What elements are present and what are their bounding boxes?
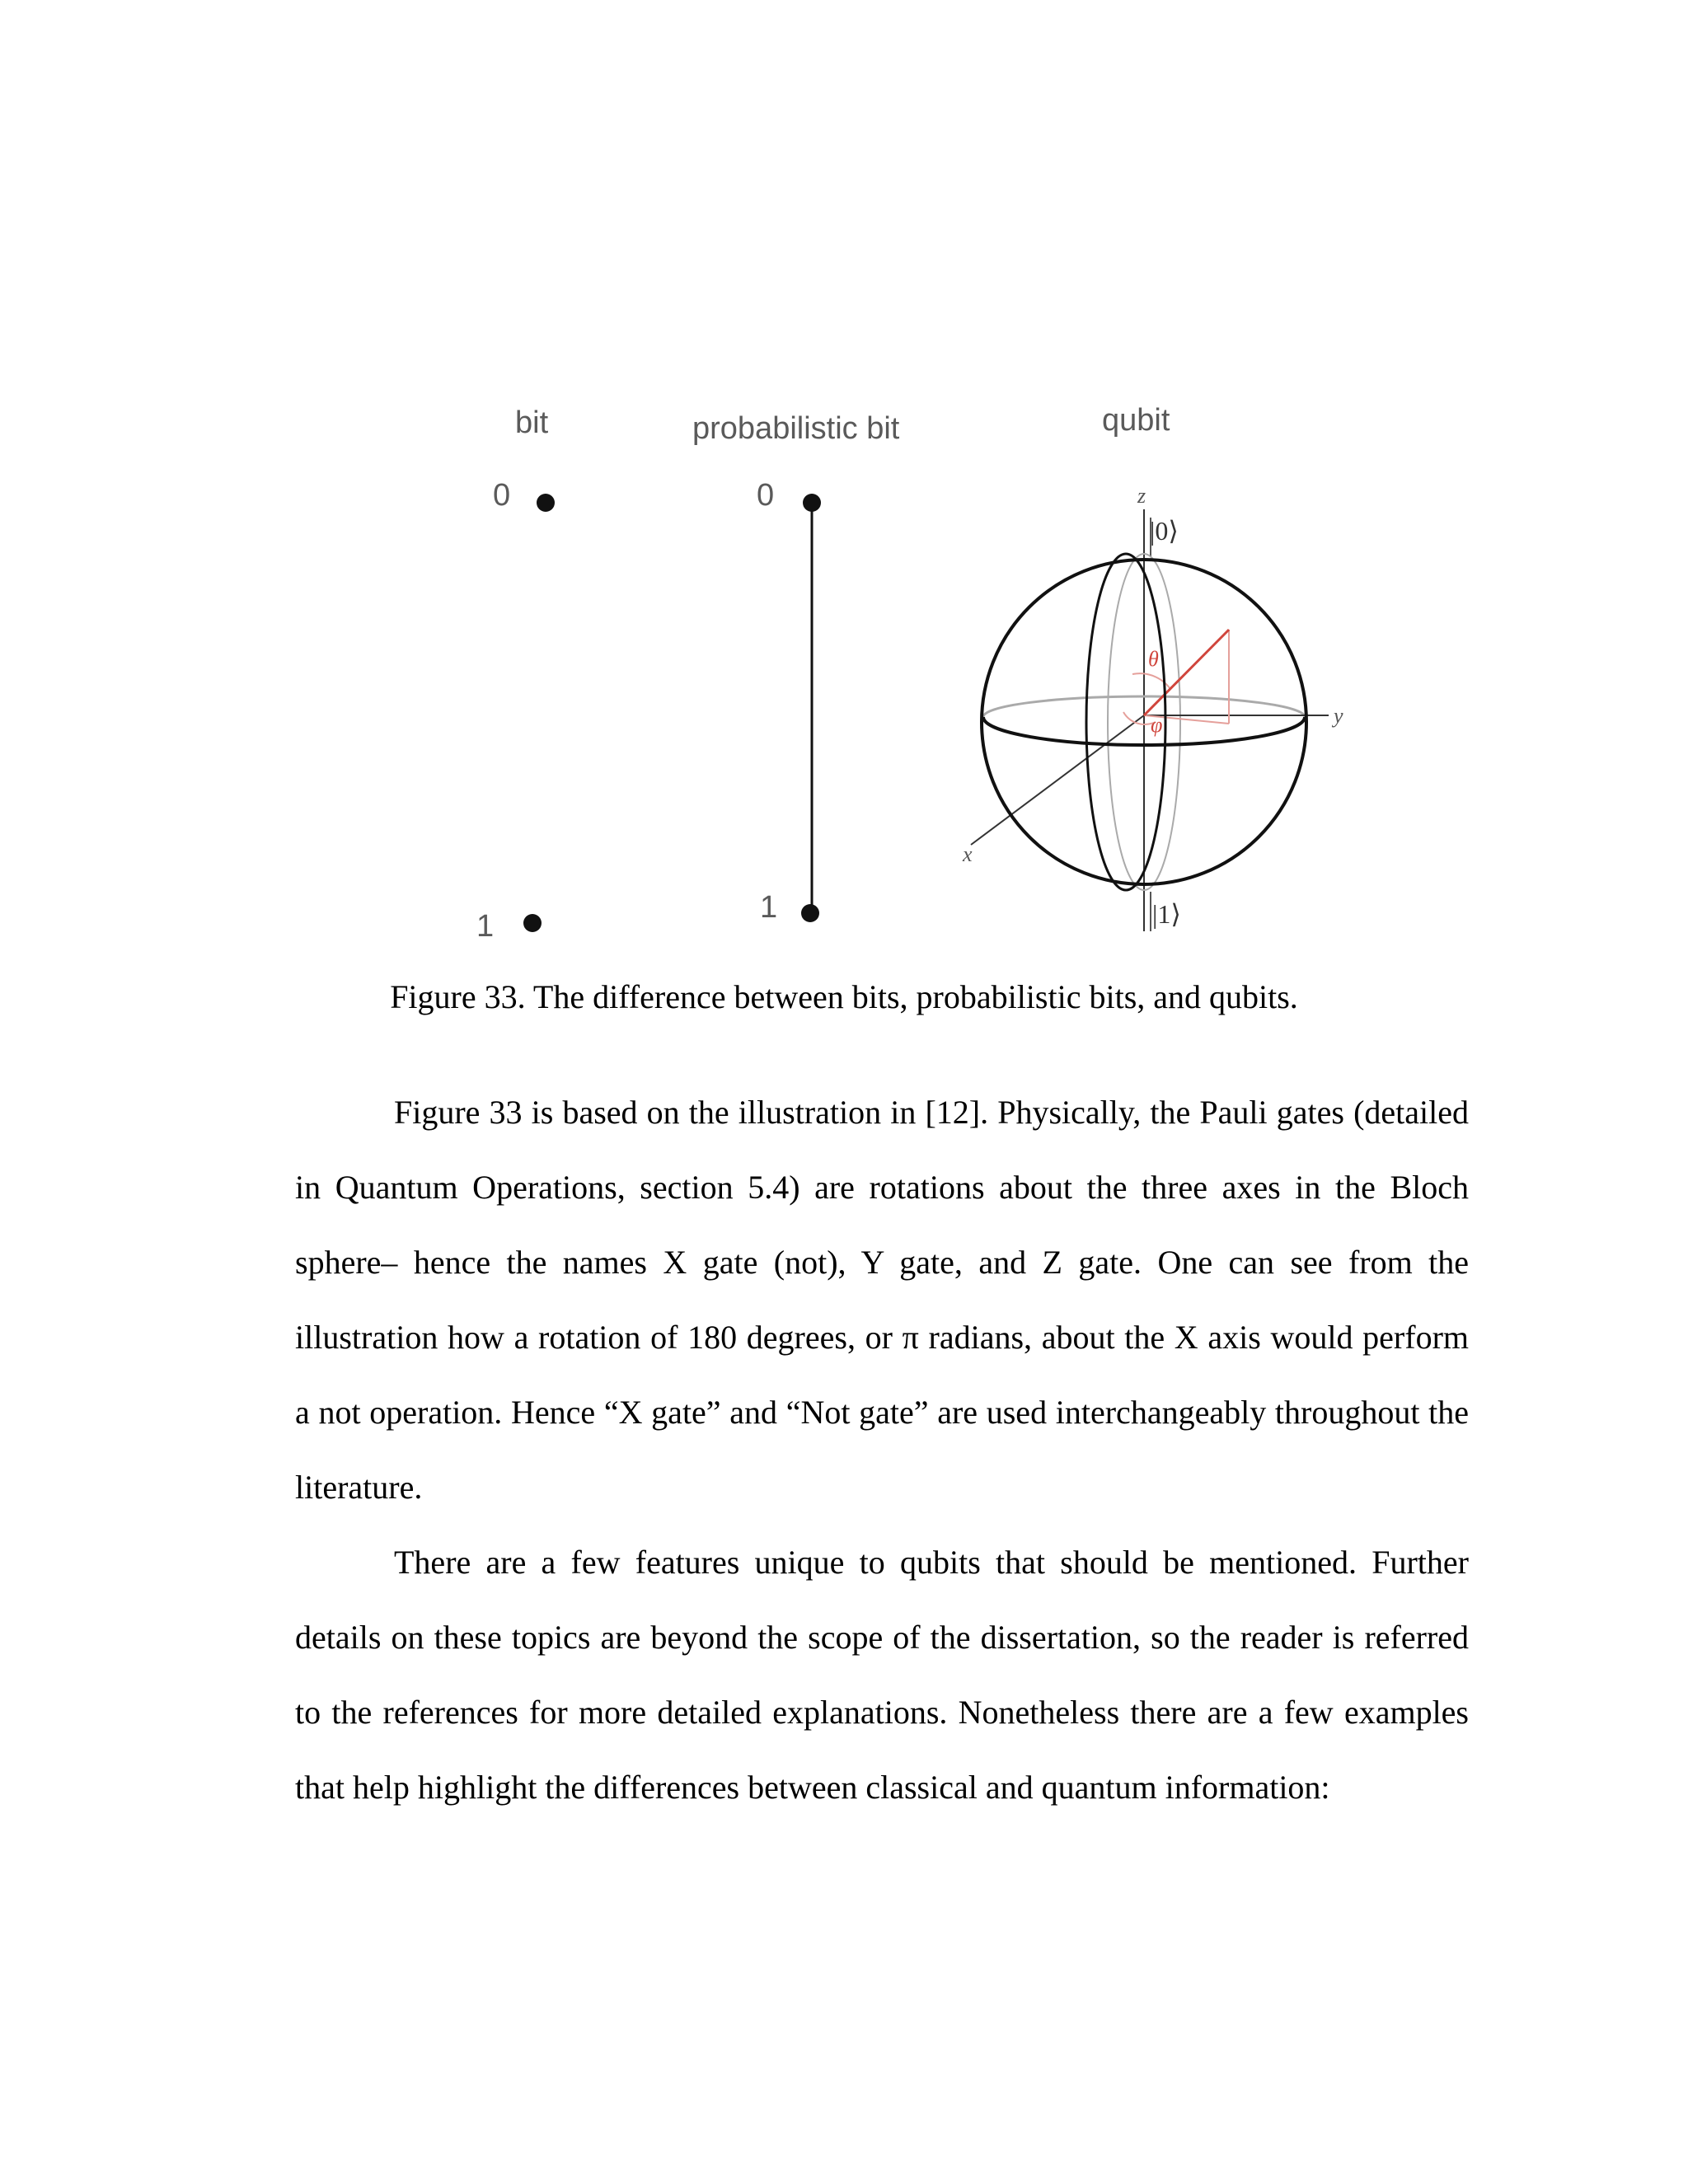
qubit-panel-title: qubit bbox=[1102, 403, 1170, 438]
probabilistic-bit-zero-label: 0 bbox=[757, 478, 775, 513]
probabilistic-bit-one-label: 1 bbox=[760, 890, 778, 925]
probabilistic-bit-panel-title: probabilistic bit bbox=[692, 411, 900, 446]
bit-panel-title: bit bbox=[515, 405, 549, 440]
body-paragraph-2: There are a few features unique to qubits that should be mentioned. Further details on these topics are beyond the scope of the dissertation, so the reader is referred to the references for more detailed explanations. Nonetheless there are a few examples that help highlight the differences between classical and quantum information: bbox=[295, 1544, 1469, 1806]
bit-zero-dot bbox=[537, 494, 555, 512]
bit-one-label: 1 bbox=[476, 909, 495, 944]
bloch-sphere bbox=[962, 403, 1343, 931]
ket-one-label: |1⟩ bbox=[1152, 899, 1181, 929]
figure-caption: Figure 33. The difference between bits, probabilistic bits, and qubits. bbox=[390, 978, 1298, 1015]
bits-vs-qubits-diagram bbox=[462, 387, 1409, 964]
probabilistic-bit-zero-dot bbox=[803, 494, 821, 512]
bit-one-dot bbox=[523, 914, 542, 932]
state-vector bbox=[1144, 630, 1229, 715]
phi-label: φ bbox=[1151, 713, 1163, 737]
probabilistic-bit-one-dot bbox=[801, 904, 819, 922]
y-axis-label: y bbox=[1334, 704, 1343, 728]
x-axis-label: x bbox=[963, 842, 973, 866]
body-paragraph-1: Figure 33 is based on the illustration in [12]. Physically, the Pauli gates (detailed in Quantum Operations, section 5.4) are rotations about the three axes in the Bloch sphere– hence the names X gate (not), Y gate, and Z gate. One can see from the illustration how a rotation of 180 degrees, or π radians, about the X axis would perform a not operation. Hence “X gate” and “Not gate” are used interchangeably throughout the literature. bbox=[295, 1094, 1469, 1506]
bit-zero-label: 0 bbox=[493, 478, 511, 513]
ket-zero-label: |0⟩ bbox=[1150, 516, 1179, 546]
theta-label: θ bbox=[1148, 647, 1159, 671]
figure-33 bbox=[462, 387, 1409, 964]
x-axis-line bbox=[971, 715, 1144, 845]
z-axis-label: z bbox=[1137, 484, 1146, 508]
